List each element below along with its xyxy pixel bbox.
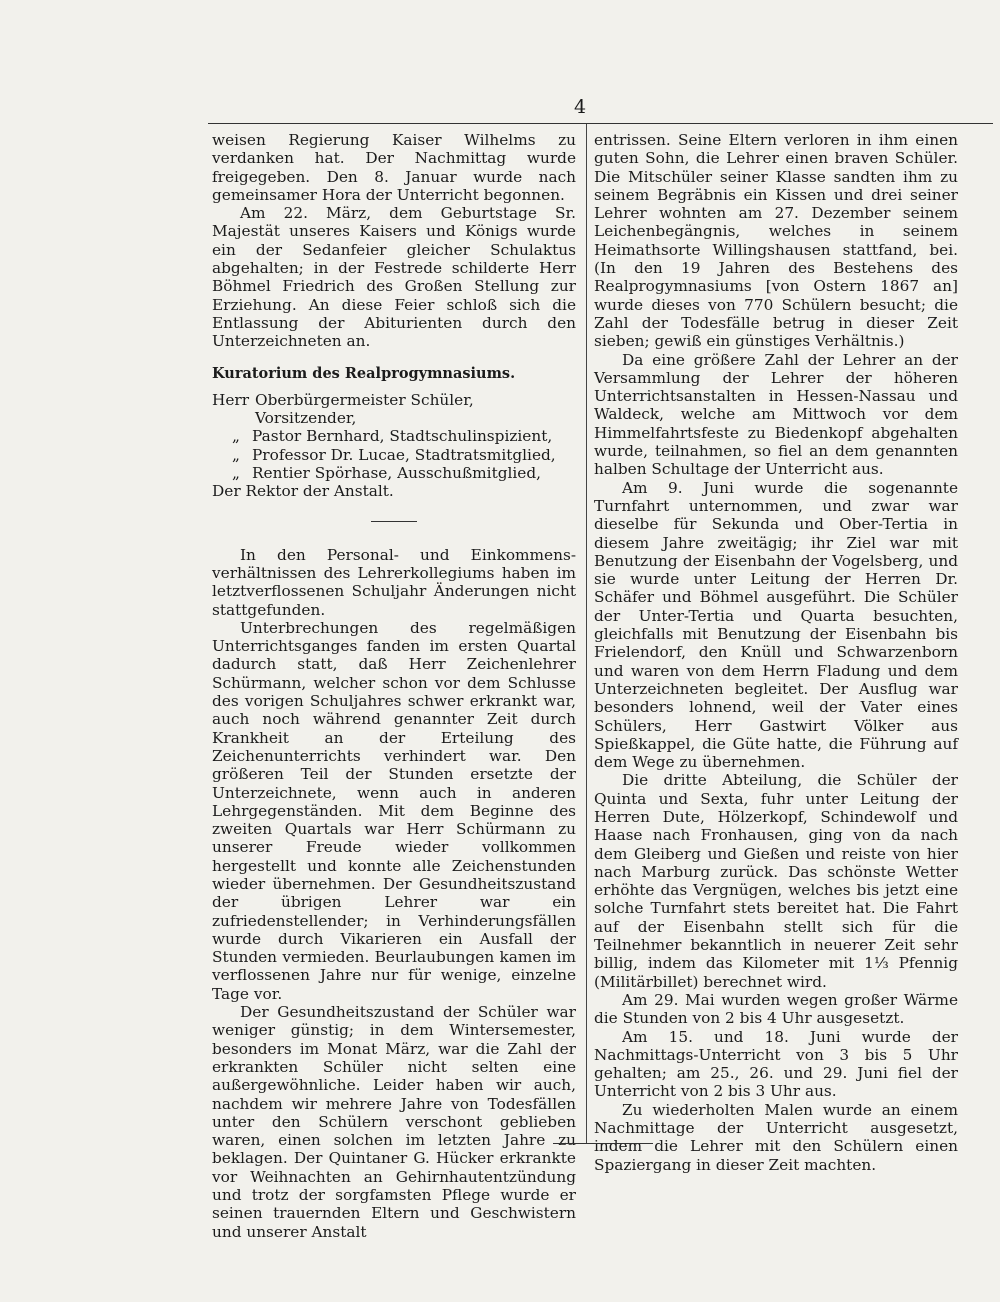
member-prefix: „ — [232, 464, 240, 483]
section-heading: Kuratorium des Realprogymnasiums. — [212, 364, 516, 382]
paragraph: Der Gesundheitszustand der Schüler war weniger günstig; in dem Wintersemester, besonders im Monat März, war die Zahl der erkrankten Schüler nicht selten eine außergewöhnliche. Leider haben wir auch, nachdem wir mehrere Jahre von Todesfällen unter den Schülern verschont geblieben waren, einen solchen im letzten Jahre zu beklagen. Der Quintaner G. Hücker erkrankte vor Weihnachten an Gehirnhautentzündung und trotz der sorgfamsten Pflege wurde er seinen trauernden Eltern und Geschwistern und unserer Anstalt — [212, 1003, 576, 1241]
section-divider — [371, 521, 417, 522]
member-prefix: „ — [232, 427, 240, 446]
member-row — [212, 427, 576, 445]
page-number: 4 — [573, 96, 587, 118]
member-prefix: Herr — [212, 390, 250, 409]
member-row — [212, 446, 576, 464]
paragraph: Am 29. Mai wurden wegen großer Wärme die Stunden von 2 bis 4 Uhr ausgesetzt. — [594, 990, 958, 1028]
curatorium-member-list — [212, 391, 576, 501]
top-rule — [208, 123, 993, 124]
paragraph: Am 9. Juni wurde die sogenannte Turnfahrt unternommen, und zwar war dieselbe für Sekunda und Ober-Tertia in diesem Jahre zweitägig; ihr Ziel war mit Benutzung der Eisenbahn der Vogelsberg, und sie wurde unter Leitung der Herren Dr. Schäfer und Böhmel ausgeführt. Die Schüler der Unter-Tertia und Quarta besuchten, gleichfalls mit Benutzung der Eisenbahn bis Frielendorf, den Knüll und Schwarzenborn und waren von dem Herrn Fladung und dem Unterzeichneten begleitet. Der Ausflug war besonders lohnend, weil der Vater eines Schülers, Herr Gastwirt Völker aus Spießkappel, die Güte hatte, die Führung auf dem Wege zu übernehmen. — [594, 478, 958, 772]
paragraph: In den Personal- und Einkommens-verhältnissen des Lehrerkollegiums haben im letztverflossenen Schuljahr Änderungen nicht stattgefunden. — [212, 545, 576, 619]
paragraph: entrissen. Seine Eltern verloren in ihm einen guten Sohn, die Lehrer einen braven Schüler. Die Mitschüler seiner Klasse sandten ihm zu seinem Begräbnis ein Kissen und drei seiner Lehrer wohnten am 27. Dezember seinem Leichenbegängnis, welches in seinem Heimathsorte Willingshausen stattfand, bei. (In den 19 Jahren des Bestehens des Realprogymnasiums [von Ostern 1867 an] wurde dieses von 770 Schülern besucht; die Zahl der Todesfälle betrug in dieser Zeit sieben; gewiß ein günstiges Verhältnis.) — [594, 131, 958, 351]
paragraph: Am 22. März, dem Geburtstage Sr. Majestät unseres Kaisers und Königs wurde ein der Sedanfeier gleicher Schulaktus abgehalten; in der Festrede schilderte Herr Böhmel Friedrich des Großen Stellung zur Erziehung. An diese Feier schloß sich die Entlassung der Abiturienten durch den Unterzeichneten an. — [212, 204, 576, 351]
paragraph: Unterbrechungen des regelmäßigen Unterrichtsganges fanden im ersten Quartal dadurch statt, daß Herr Zeichenlehrer Schürmann, welcher schon vor dem Schlusse des vorigen Schuljahres schwer erkrankt war, auch noch während genannter Zeit durch Krankheit an der Erteilung des Zeichenunterrichts verhindert war. Den größeren Teil der Stunden ersetzte der Unterzeichnete, wenn auch in anderen Lehrgegenständen. Mit dem Beginne des zweiten Quartals war Herr Schürmann zu unserer Freude wieder vollkommen hergestellt und konnte alle Zeichenstunden wieder übernehmen. Der Gesundheitszustand der übrigen Lehrer war ein zufriedenstellender; in Verhinderungsfällen wurde durch Vikarieren ein Ausfall der Stunden vermieden. Beurlaubungen kamen im verflossenen Jahre nur für wenige, einzelne Tage vor. — [212, 618, 576, 1003]
left-column — [212, 131, 576, 1241]
paragraph: Die dritte Abteilung, die Schüler der Quinta und Sexta, fuhr unter Leitung der Herren Dute, Hölzerkopf, Schindewolf und Haase nach Fronhausen, ging von da nach dem Gleiberg und Gießen und reiste von hier nach Marburg zurück. Das schönste Wetter erhöhte das Vergnügen, welches bis jetzt eine solche Turnfahrt stets bereitet hat. Die Fahrt auf der Eisenbahn stellt sich für die Teilnehmer bekanntlich in neuerer Zeit sehr billig, indem das Kilometer mit 1⅓ Pfennig (Militärbillet) berechnet wird. — [594, 771, 958, 991]
member-text: Oberbürgermeister Schüler, Vorsitzender, — [255, 390, 474, 428]
right-column — [594, 131, 958, 1174]
member-row — [212, 464, 576, 482]
paragraph: Zu wiederholten Malen wurde an einem Nachmittage der Unterricht ausgesetzt, indem die Lehrer mit den Schülern einen Spaziergang in dieser Zeit machten. — [594, 1100, 958, 1174]
member-text: Professor Dr. Lucae, Stadtratsmitglied, — [252, 445, 556, 464]
member-row — [212, 391, 576, 428]
member-row: Der Rektor der Anstalt. — [212, 482, 394, 501]
paragraph: Am 15. und 18. Juni wurde der Nachmittags-Unterricht von 3 bis 5 Uhr gehalten; am 25., 26. und 29. Juni fiel der Unterricht von 2 bis 3 Uhr aus. — [594, 1027, 958, 1101]
paragraph: weisen Regierung Kaiser Wilhelms zu verdanken hat. Der Nachmittag wurde freigegeben. Den 8. Januar wurde nach gemeinsamer Hora der Unterricht begonnen. — [212, 131, 576, 204]
member-text: Rentier Spörhase, Ausschußmitglied, — [252, 464, 541, 483]
column-divider — [586, 124, 587, 1144]
member-prefix: „ — [232, 445, 240, 464]
paragraph: Da eine größere Zahl der Lehrer an der Versammlung der Lehrer der höheren Unterrichtsanstalten in Hessen-Nassau und Waldeck, welche am Mittwoch vor dem Himmelfahrtsfeste zu Biedenkopf abgehalten wurde, teilnahmen, so fiel an dem genannten halben Schultage der Unterricht aus. — [594, 350, 958, 479]
bottom-rule — [553, 1143, 653, 1144]
member-text: Pastor Bernhard, Stadtschulinspizient, — [252, 427, 553, 446]
